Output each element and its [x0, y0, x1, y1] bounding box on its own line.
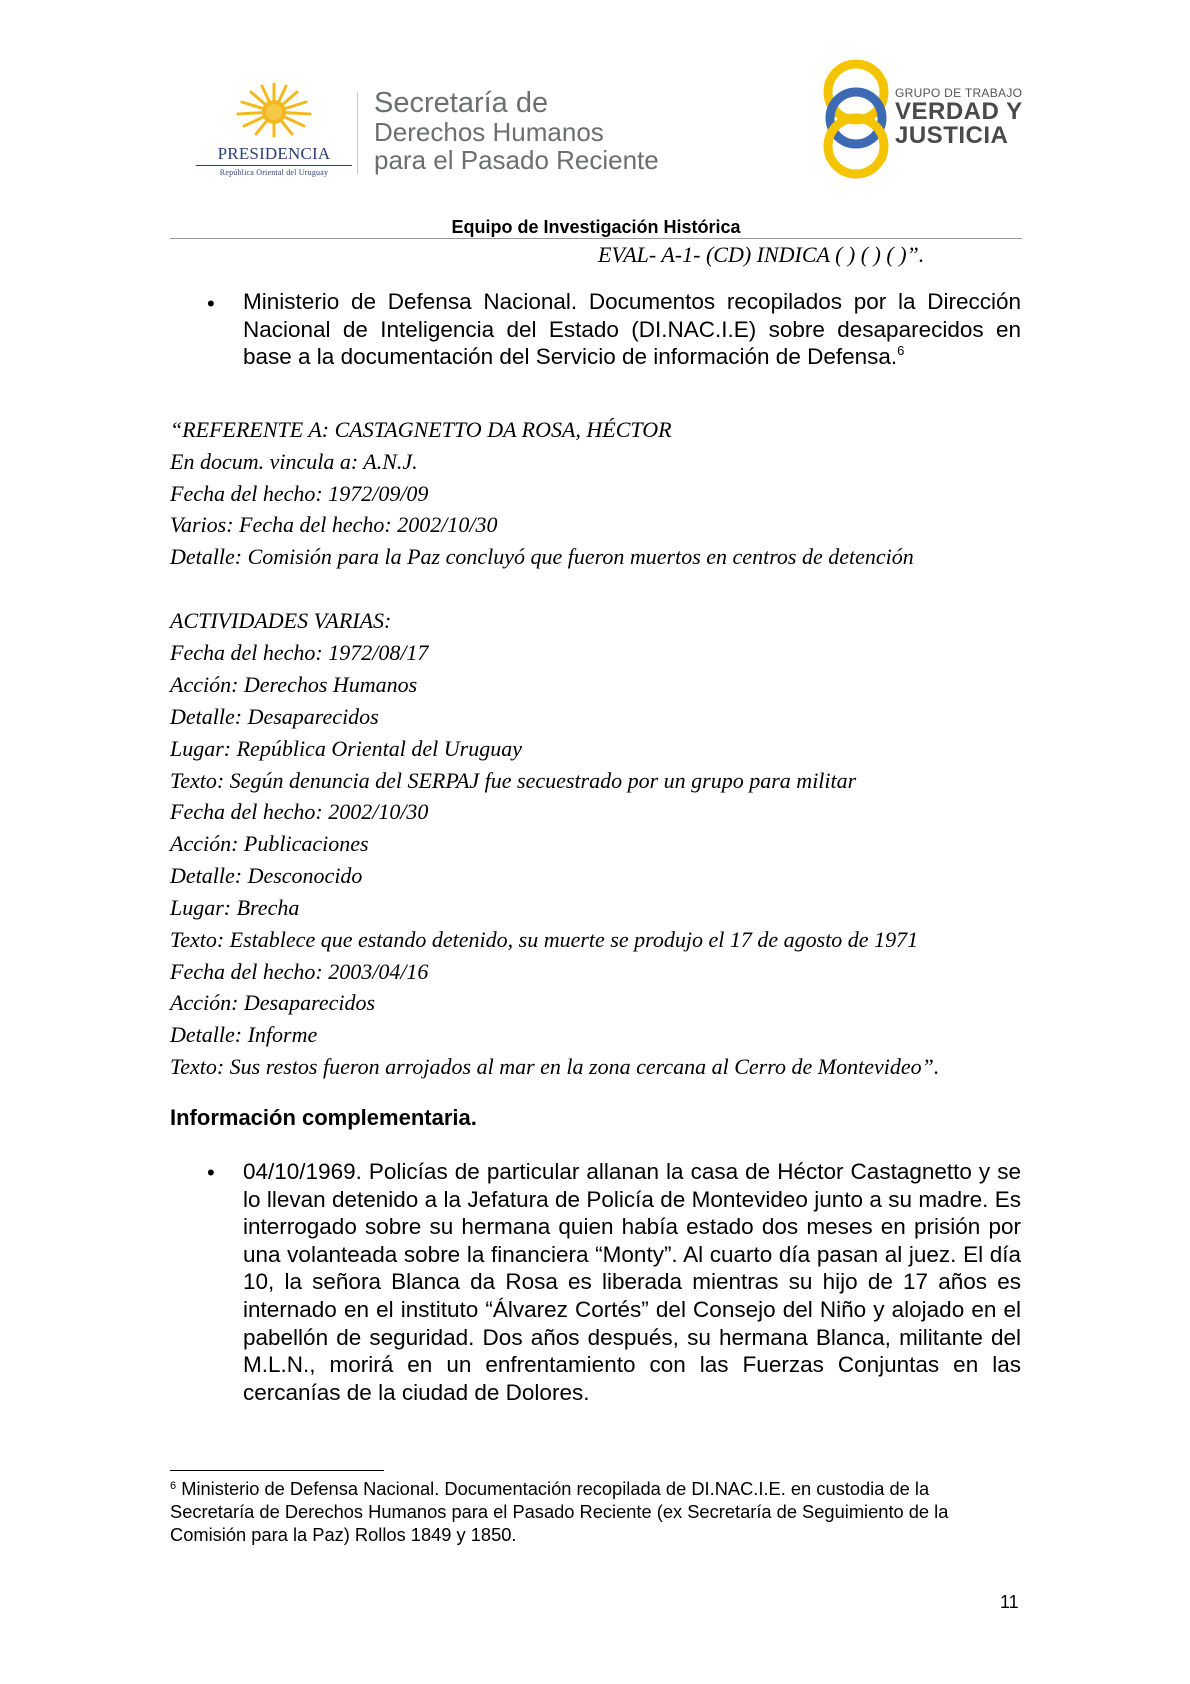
bullet-text: Ministerio de Defensa Nacional. Documentos recopilados por la Dirección Nacional de Inteligencia del Estado (DI.NAC.I.E) sobre desaparecidos en base a la documentación del Servicio de información de Defensa.	[243, 289, 1021, 370]
interlocking-rings-icon	[820, 56, 892, 180]
secretaria-line-2: Derechos Humanos	[374, 117, 604, 147]
team-heading: Equipo de Investigación Histórica	[451, 217, 741, 237]
record-line: Detalle: Comisión para la Paz concluyó que fueron muertos en centros de detención	[170, 544, 914, 569]
presidencia-logo	[196, 82, 352, 178]
record-line: Acción: Desaparecidos	[170, 990, 376, 1015]
bullet-marker: •	[207, 291, 215, 316]
record-line: Acción: Derechos Humanos	[170, 672, 418, 697]
presidencia-name: PRESIDENCIA	[217, 144, 331, 163]
footnote-number: 6	[170, 1480, 177, 1492]
footnote-ref: 6	[897, 343, 905, 359]
footnote	[170, 1477, 1012, 1546]
record-line: ACTIVIDADES VARIAS:	[170, 608, 392, 633]
record-line: Fecha del hecho: 1972/09/09	[170, 481, 429, 506]
record-line: Acción: Publicaciones	[170, 831, 369, 856]
grupo-trabajo-logo	[820, 56, 1030, 184]
record-line: Texto: Según denuncia del SERPAJ fue secuestrado por un grupo para militar	[170, 768, 857, 793]
grupo-line-2: VERDAD Y	[895, 98, 1023, 125]
record-line: Detalle: Informe	[170, 1022, 318, 1047]
footnote-separator	[170, 1470, 384, 1471]
bullet-text: 04/10/1969. Policías de particular allanan la casa de Héctor Castagnetto y se lo llevan detenido a la Jefatura de Policía de Montevideo junto a su madre. Es interrogado sobre su hermana quien había estado dos meses en prisión por una volanteada sobre la financiera “Monty”. Al cuarto día pasan al juez. El día 10, la señora Blanca da Rosa es liberada mientras su hijo de 17 años es internado en el instituto “Álvarez Cortés” del Consejo del Niño y alojado en el pabellón de seguridad. Dos años después, su hermana Blanca, militante del M.L.N., morirá en un enfrentamiento con las Fuerzas Conjuntas en las cercanías de la ciudad de Dolores.	[243, 1159, 1021, 1405]
bullet-marker: •	[207, 1160, 215, 1185]
secretaria-name	[374, 88, 659, 174]
record-line: Texto: Establece que estando detenido, su muerte se produjo el 17 de agosto de 1971	[170, 927, 919, 952]
record-line: Fecha del hecho: 1972/08/17	[170, 640, 429, 665]
record-line: Detalle: Desaparecidos	[170, 704, 379, 729]
record-line: Fecha del hecho: 2003/04/16	[170, 959, 429, 984]
record-line: Texto: Sus restos fueron arrojados al mar en la zona cercana al Cerro de Montevideo”.	[170, 1054, 940, 1079]
grupo-line-3: JUSTICIA	[895, 122, 1009, 149]
record-line: Varios: Fecha del hecho: 2002/10/30	[170, 512, 498, 537]
record-line: Lugar: República Oriental del Uruguay	[170, 736, 522, 761]
presidencia-subtitle: República Oriental del Uruguay	[219, 168, 329, 177]
bullet-paragraph	[243, 288, 1021, 371]
record-line: En docum. vincula a: A.N.J.	[170, 449, 418, 474]
record-line: Lugar: Brecha	[170, 895, 300, 920]
page-number: 11	[1000, 1592, 1019, 1612]
grupo-trabajo-text	[895, 86, 1023, 148]
grupo-line-1: GRUPO DE TRABAJO	[895, 86, 1023, 100]
record-line: Fecha del hecho: 2002/10/30	[170, 799, 429, 824]
header-rule	[170, 238, 1022, 239]
bullet-paragraph	[243, 1158, 1021, 1406]
secretaria-line-1: Secretaría de	[374, 87, 549, 119]
section-heading: Información complementaria.	[170, 1105, 477, 1130]
sun-emblem-icon	[234, 82, 314, 138]
presidencia-rule	[196, 165, 352, 166]
secretaria-line-3: para el Pasado Reciente	[374, 145, 659, 175]
eval-line: EVAL- A-1- (CD) INDICA ( ) ( ) ( )”.	[598, 242, 925, 267]
record-line: Detalle: Desconocido	[170, 863, 363, 888]
header-divider	[357, 92, 358, 174]
record-line: “REFERENTE A: CASTAGNETTO DA ROSA, HÉCTOR	[170, 417, 672, 442]
footnote-text: Ministerio de Defensa Nacional. Documentación recopilada de DI.NAC.I.E. en custodia de la Secretaría de Derechos Humanos para el Pasado Reciente (ex Secretaría de Seguimiento de la Comisión para la Paz) Rollos 1849 y 1850.	[170, 1478, 949, 1545]
